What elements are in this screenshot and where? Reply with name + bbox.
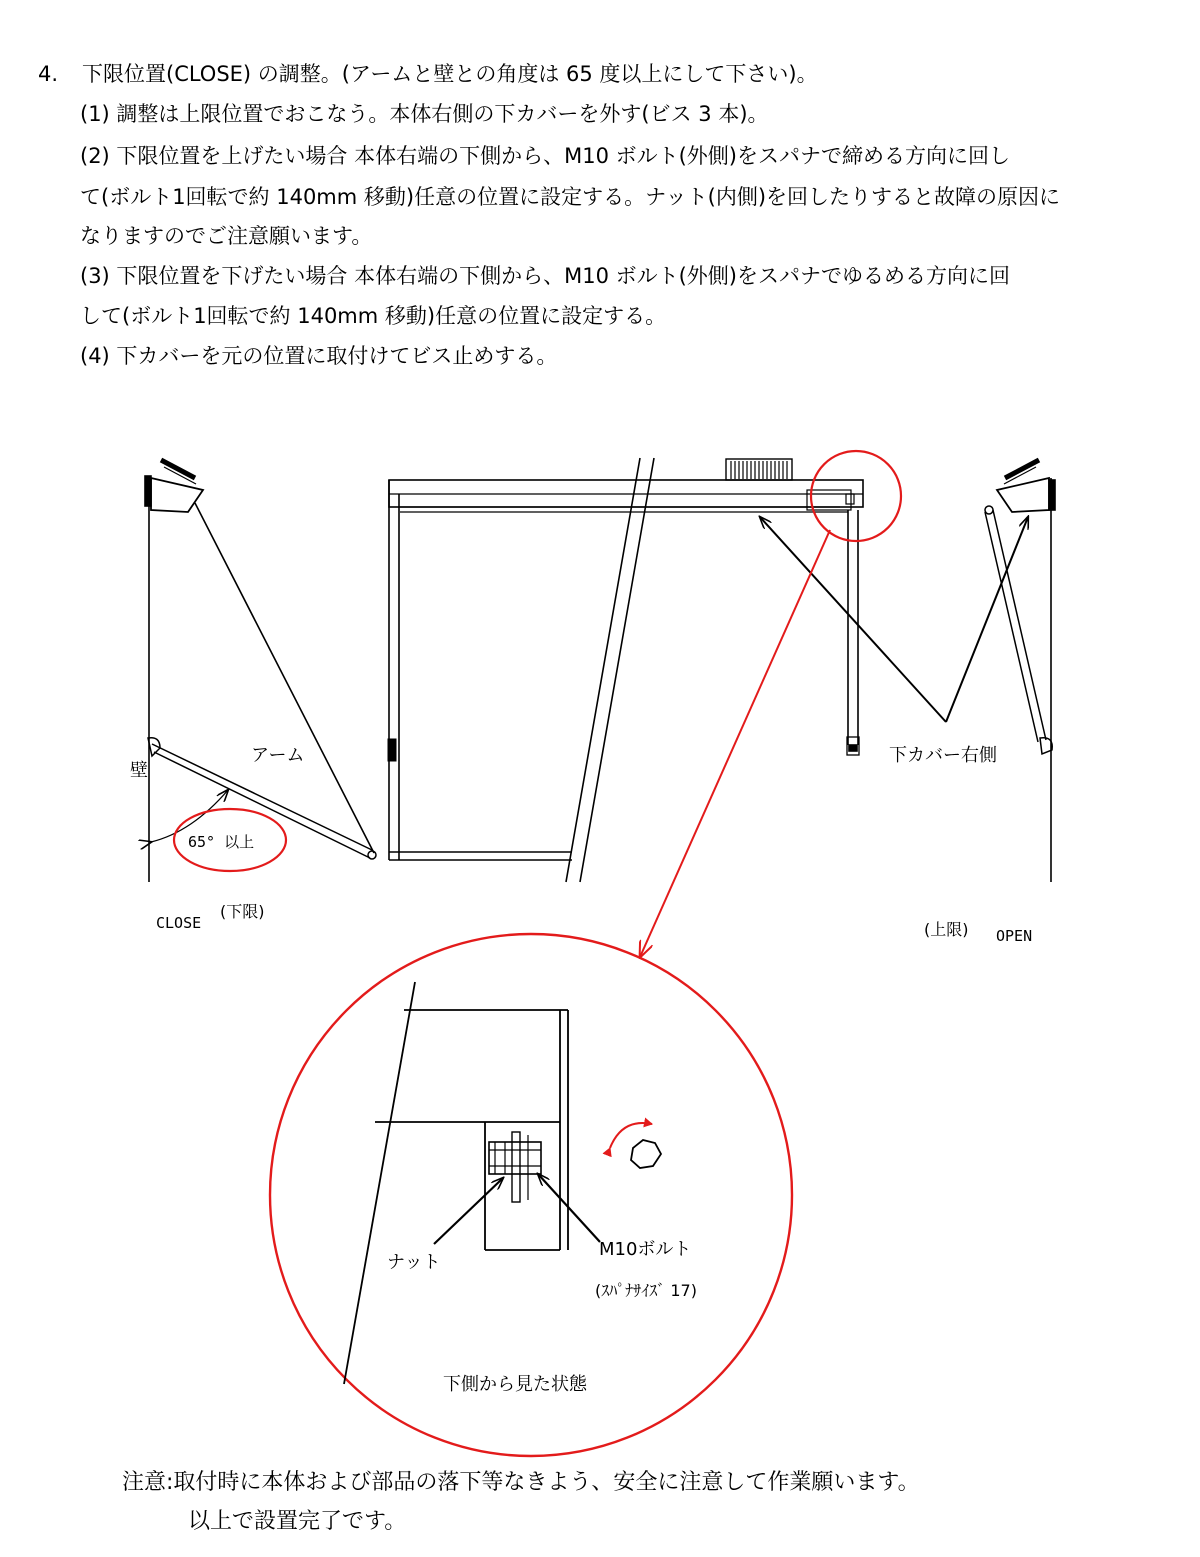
completion-note: 以上で設置完了です。 <box>188 1509 407 1534</box>
step-4-line-1: (4) 下カバーを元の位置に取付けてビス止めする。 <box>80 344 558 368</box>
rotation-arrow <box>610 1123 652 1148</box>
arm-label: アーム <box>251 745 305 766</box>
upper-limit-label: (上限) <box>924 920 969 939</box>
step-2-line-3: なりますのでご注意願います。 <box>80 224 373 248</box>
lower-limit-label: (下限) <box>220 902 265 921</box>
nut-leader <box>434 1178 503 1244</box>
section-number: 4. <box>38 62 59 86</box>
step-1-line-1: (1) 調整は上限位置でおこなう。本体右側の下カバーを外す(ビス 3 本)。 <box>80 102 769 126</box>
detail-caption: 下側から見た状態 <box>443 1374 587 1395</box>
detail-leader <box>640 530 830 957</box>
bolt-label: M10ボルト <box>599 1239 692 1260</box>
close-view <box>145 460 376 882</box>
awning-frame <box>388 451 901 882</box>
angle-label: 65° 以上 <box>188 833 255 851</box>
pointer-to-cover <box>946 517 1028 722</box>
wall-label: 壁 <box>130 760 148 781</box>
nut-label: ナット <box>387 1252 441 1273</box>
open-view <box>760 460 1055 882</box>
close-label: CLOSE <box>156 914 202 932</box>
bolt-leader <box>538 1174 600 1242</box>
open-label: OPEN <box>996 927 1033 945</box>
bolt-hex-end <box>631 1140 661 1168</box>
close-fabric-line <box>195 503 374 853</box>
step-2-line-1: (2) 下限位置を上げたい場合 本体右端の下側から、M10 ボルト(外側)をスパナで締める方向に回し <box>80 144 1010 168</box>
bolt-head <box>489 1142 541 1174</box>
spanner-size-label: (ｽﾊﾟﾅｻｲｽﾞ 17) <box>595 1281 697 1300</box>
diagonal-pole <box>566 458 640 882</box>
caution-note: 注意:取付時に本体および部品の落下等なきよう、安全に注意して作業願います。 <box>122 1470 920 1495</box>
section-title: 下限位置(CLOSE) の調整。(アームと壁との角度は 65 度以上にして下さい)。 <box>82 62 818 86</box>
step-3-line-2: して(ボルト1回転で約 140mm 移動)任意の位置に設定する。 <box>80 304 667 328</box>
pointer-to-frame <box>760 517 946 722</box>
step-3-line-1: (3) 下限位置を下げたい場合 本体右端の下側から、M10 ボルト(外側)をスパナでゆるめる方向に回 <box>80 264 1010 288</box>
step-2-line-2: て(ボルト1回転で約 140mm 移動)任意の位置に設定する。ナット(内側)を回したりすると故障の原因に <box>80 185 1061 209</box>
open-arm <box>985 512 1038 742</box>
corner-highlight <box>811 451 901 541</box>
lower-cover-right-label: 下カバー右側 <box>889 745 997 766</box>
